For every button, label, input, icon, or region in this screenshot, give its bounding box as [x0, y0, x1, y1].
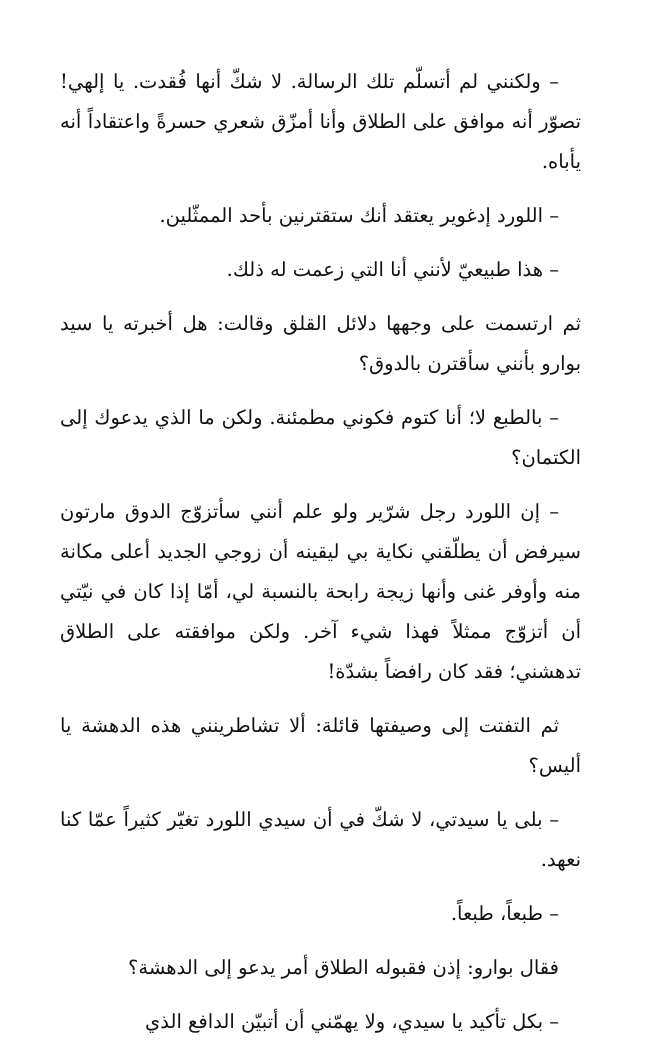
paragraph-5: – بالطبع لا؛ أنا كتوم فكوني مطمئنة. ولكن ما الذي يدعوك إلى الكتمان؟ [60, 406, 581, 469]
paragraph-11: – بكل تأكيد يا سيدي، ولا يهمّني أن أتبيّن الدافع الذي [145, 1010, 559, 1033]
paragraph-9: – طبعاً، طبعاً. [450, 902, 559, 925]
paragraph-7: ثم التفتت إلى وصيفتها قائلة: ألا تشاطرينني هذه الدهشة يا أليس؟ [60, 714, 581, 777]
paragraph-2: – اللورد إدغوير يعتقد أنك ستقترنين بأحد الممثّلين. [159, 204, 559, 227]
paragraph-4: ثم ارتسمت على وجهها دلائل القلق وقالت: هل أخبرته يا سيد بوارو بأنني سأقترن بالدوق؟ [60, 312, 581, 375]
paragraph-6: – إن اللورد رجل شرّير ولو علم أنني سأتزوّج الدوق مارتون سيرفض أن يطلّقني نكاية بي ليقينه أن زوجي الجديد أعلى مكانة منه وأوفر غنى وأنها زيجة رابحة بالنسبة لي، أمّا إذا كان في نيّتي أن أتزوّج ممثلاً فهذا شيء آخر. ولكن موافقته على الطلاق تدهشني؛ فقد كان رافضاً بشدّة! [60, 500, 581, 683]
paragraph-1: – ولكنني لم أتسلّم تلك الرسالة. لا شكّ أنها فُقدت. يا إلهي! تصوّر أنه موافق على الطلاق وأنا أمزّق شعري حسرةً واعتقاداً أنه يأباه. [60, 70, 581, 173]
paragraph-8: – بلى يا سيدتي، لا شكّ في أن سيدي اللورد تغيّر كثيراً عمّا كنا نعهد. [60, 808, 581, 871]
paragraph-3: – هذا طبيعيّ لأنني أنا التي زعمت له ذلك. [226, 258, 559, 281]
paragraph-10: فقال بوارو: إذن فقبوله الطلاق أمر يدعو إلى الدهشة؟ [128, 956, 559, 979]
